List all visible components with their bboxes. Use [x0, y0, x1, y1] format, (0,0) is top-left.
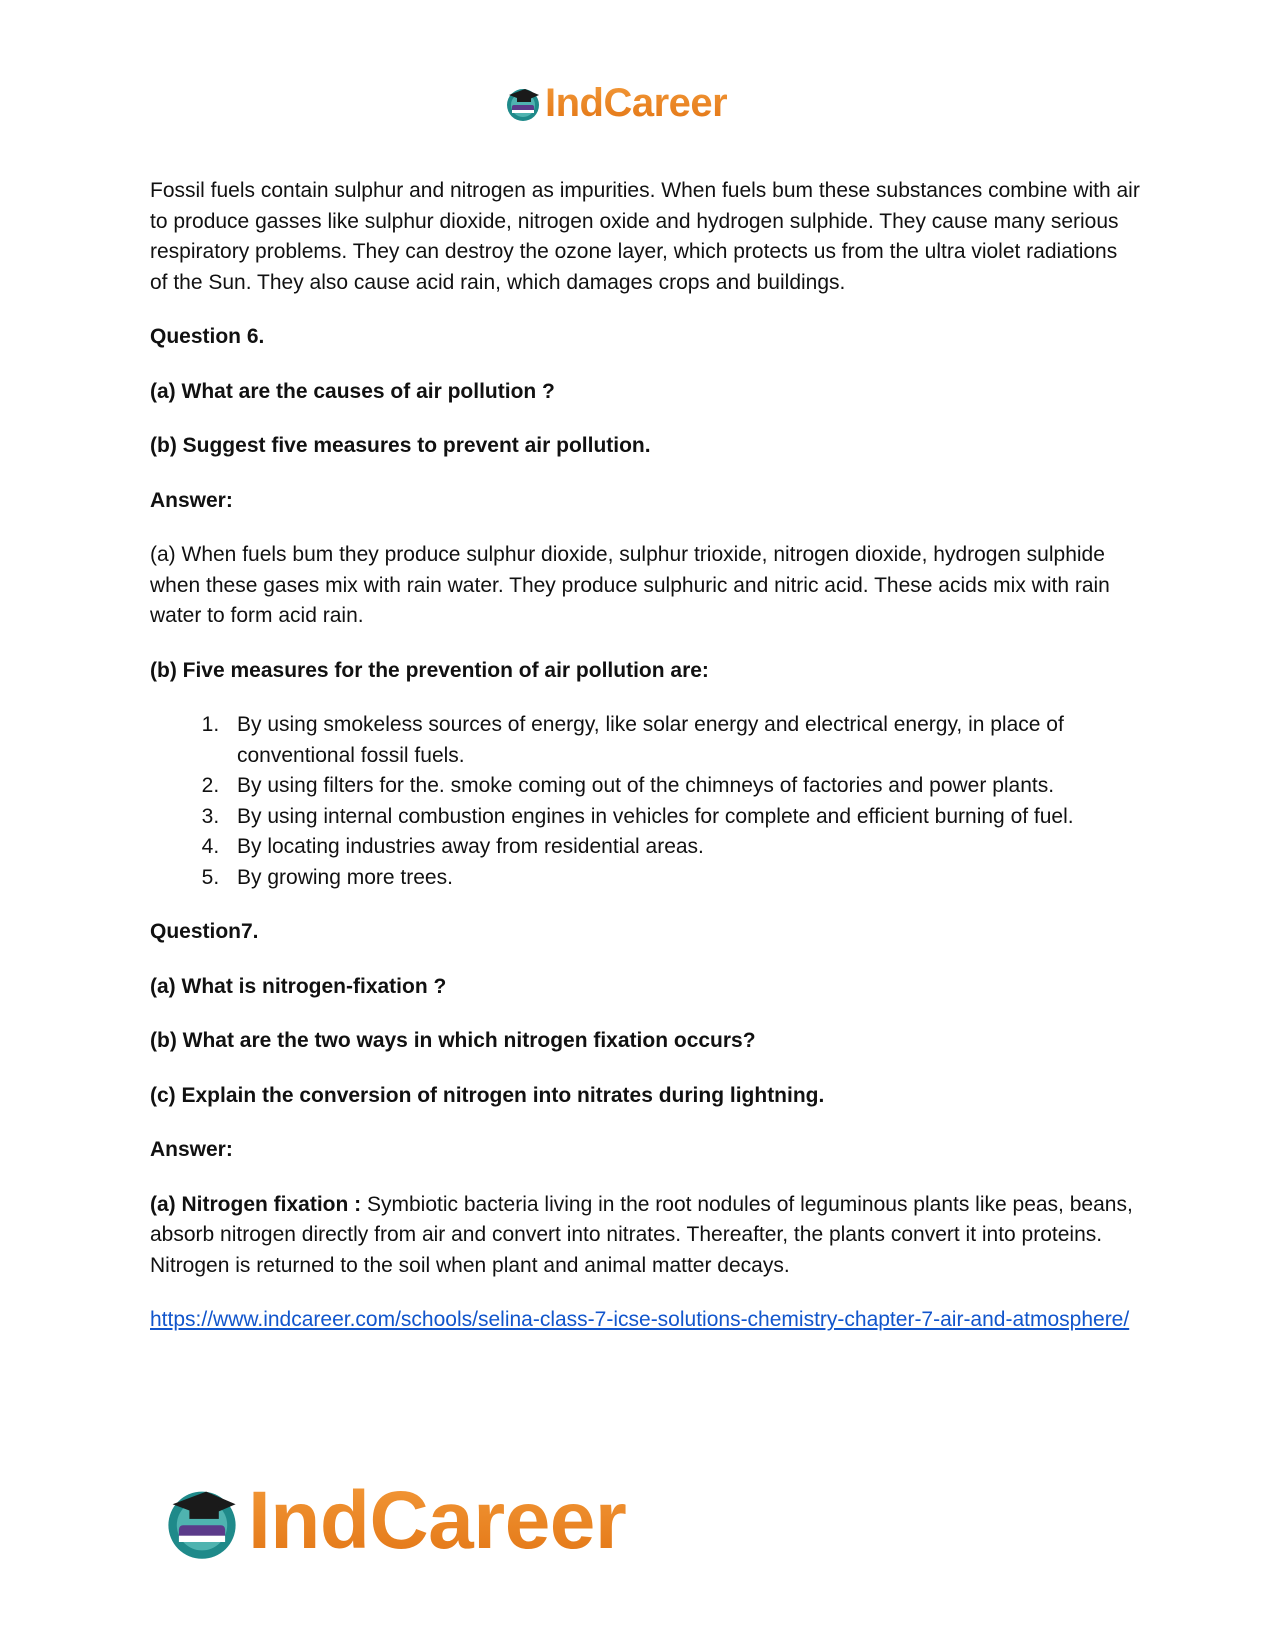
intro-paragraph: Fossil fuels contain sulphur and nitrogen as impurities. When fuels bum these substances combine with air to produce gasses like sulphur dioxide, nitrogen oxide and hydrogen sulphide. They cause many serious respiratory problems. They can destroy the ozone layer, which protects us from the ultra violet radiations of the Sun. They also cause acid rain, which damages crops and buildings.	[150, 179, 1140, 294]
main-content	[150, 176, 1140, 1336]
graduation-globe-icon	[160, 1479, 244, 1563]
list-item: 3. By using internal combustion engines in vehicles for complete and efficient burning of fuel.	[225, 802, 1140, 833]
question-6-answer-a: (a) When fuels bum they produce sulphur dioxide, sulphur trioxide, nitrogen dioxide, hydrogen sulphide when these gases mix with rain water. They produce sulphuric and nitric acid. These acids mix with rain water to form acid rain.	[150, 543, 1110, 627]
logo-wordmark: IndCareer	[248, 1475, 627, 1566]
question-7-answer-a	[150, 1190, 1140, 1282]
list-item: 1. By using smokeless sources of energy, like solar energy and electrical energy, in place of conventional fossil fuels.	[225, 710, 1140, 771]
question-6-answer-b-heading: (b) Five measures for the prevention of air pollution are:	[150, 658, 709, 682]
list-item: 5. By growing more trees.	[225, 863, 1140, 894]
header-logo	[503, 80, 727, 126]
answer-a-text: Symbiotic bacteria living in the root nodules of leguminous plants like peas, beans, absorb nitrogen directly from air and convert into nitrates. Thereafter, the plants convert it into proteins. Nitrogen is returned to the soil when plant and animal matter decays.	[150, 1192, 1133, 1277]
measures-list	[150, 710, 1140, 893]
graduation-globe-icon	[503, 83, 543, 123]
answer-a-label: (a) Nitrogen fixation :	[150, 1192, 362, 1216]
list-item: 2. By using filters for the. smoke coming out of the chimneys of factories and power plants.	[225, 771, 1140, 802]
question-6-heading: Question 6.	[150, 325, 265, 348]
list-item: 4. By locating industries away from residential areas.	[225, 832, 1140, 863]
question-6-part-a: (a) What are the causes of air pollution ?	[150, 379, 555, 403]
question-7-part-b: (b) What are the two ways in which nitrogen fixation occurs?	[150, 1029, 756, 1052]
question-7-heading: Question7.	[150, 920, 259, 943]
source-link[interactable]: https://www.indcareer.com/schools/selina-class-7-icse-solutions-chemistry-chapter-7-air-and-atmosphere/	[150, 1308, 1130, 1331]
question-7-part-a: (a) What is nitrogen-fixation ?	[150, 974, 447, 998]
question-6-part-b: (b) Suggest five measures to prevent air pollution.	[150, 434, 651, 457]
logo-wordmark: IndCareer	[545, 80, 728, 125]
question-7-answer-label: Answer:	[150, 1138, 233, 1161]
question-6-answer-label: Answer:	[150, 488, 233, 512]
footer-logo	[160, 1476, 626, 1566]
question-7-part-c: (c) Explain the conversion of nitrogen into nitrates during lightning.	[150, 1083, 825, 1107]
